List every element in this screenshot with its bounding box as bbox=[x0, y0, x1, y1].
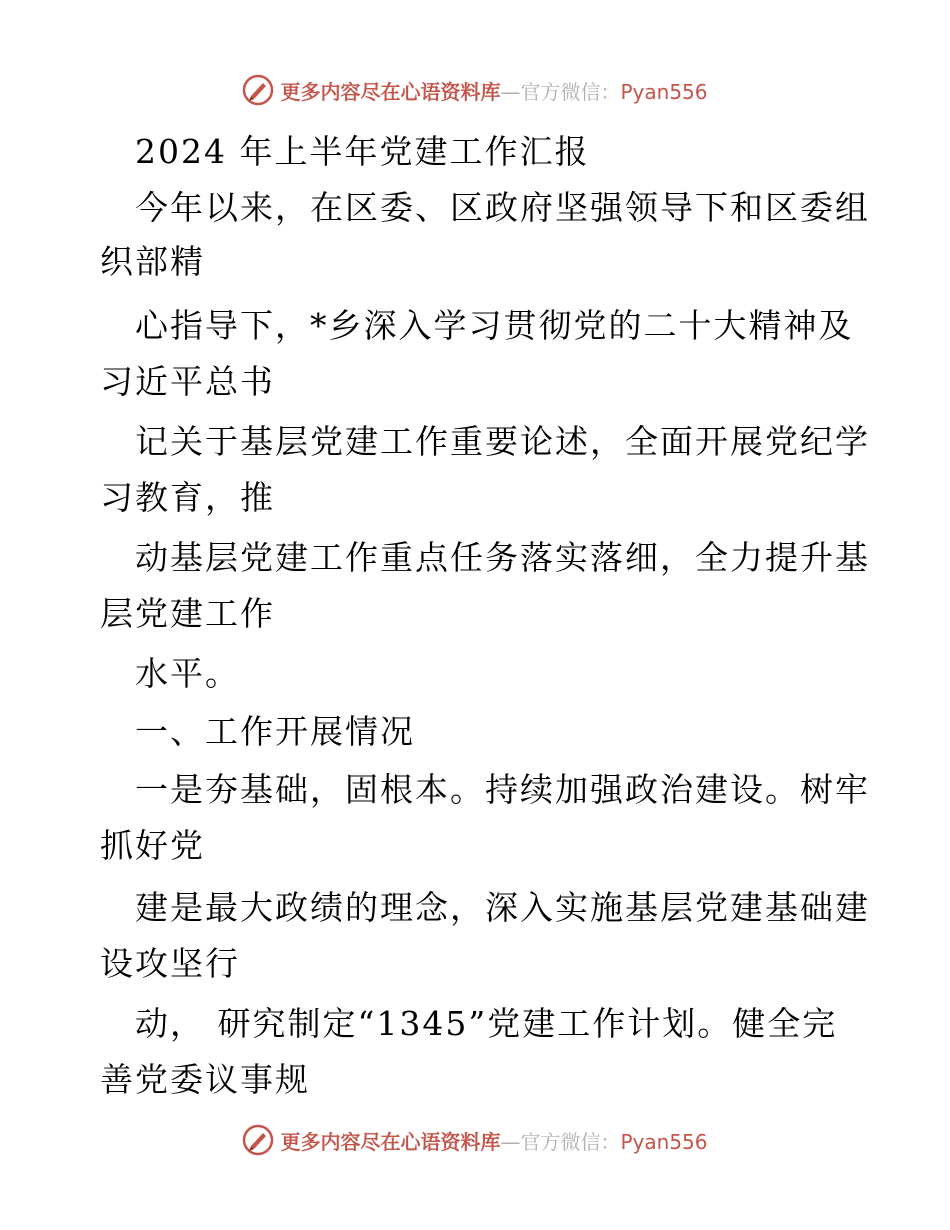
text-line: 动， 研究制定“1345”党建工作计划。健全完 bbox=[135, 1004, 838, 1043]
pen-seal-icon bbox=[242, 1124, 274, 1156]
text-line: 习教育，推 bbox=[100, 478, 275, 517]
watermark-label: 官方微信： bbox=[520, 1129, 621, 1154]
text-line: 今年以来，在区委、区政府坚强领导下和区委组 bbox=[135, 188, 870, 227]
watermark-handle: Pyan556 bbox=[620, 1129, 708, 1154]
header-watermark bbox=[0, 70, 950, 110]
document-title: 2024 年上半年党建工作汇报 bbox=[135, 132, 590, 171]
text-line: 善党委议事规 bbox=[100, 1060, 310, 1099]
text-line: 抓好党 bbox=[100, 826, 205, 865]
text-line: 设攻坚行 bbox=[100, 944, 240, 983]
watermark-dash: — bbox=[500, 79, 521, 104]
text-line: 层党建工作 bbox=[100, 594, 275, 633]
pen-seal-icon bbox=[242, 74, 274, 106]
watermark-title: 更多内容尽在心语资料库 bbox=[280, 79, 501, 104]
watermark-dash: — bbox=[500, 1129, 521, 1154]
text-line: 动基层党建工作重点任务落实落细，全力提升基 bbox=[135, 538, 870, 577]
watermark-label: 官方微信： bbox=[520, 79, 621, 104]
text-line: 习近平总书 bbox=[100, 362, 275, 401]
text-line: 织部精 bbox=[100, 242, 205, 281]
text-line: 建是最大政绩的理念，深入实施基层党建基础建 bbox=[135, 888, 870, 927]
footer-watermark bbox=[0, 1120, 950, 1160]
text-line: 心指导下，*乡深入学习贯彻党的二十大精神及 bbox=[135, 306, 854, 345]
watermark-handle: Pyan556 bbox=[620, 79, 708, 104]
section-heading: 一、工作开展情况 bbox=[135, 712, 415, 751]
text-line: 水平。 bbox=[135, 654, 240, 693]
text-line: 记关于基层党建工作重要论述，全面开展党纪学 bbox=[135, 422, 870, 461]
watermark-title: 更多内容尽在心语资料库 bbox=[280, 1129, 501, 1154]
text-line: 一是夯基础，固根本。持续加强政治建设。树牢 bbox=[135, 770, 870, 809]
